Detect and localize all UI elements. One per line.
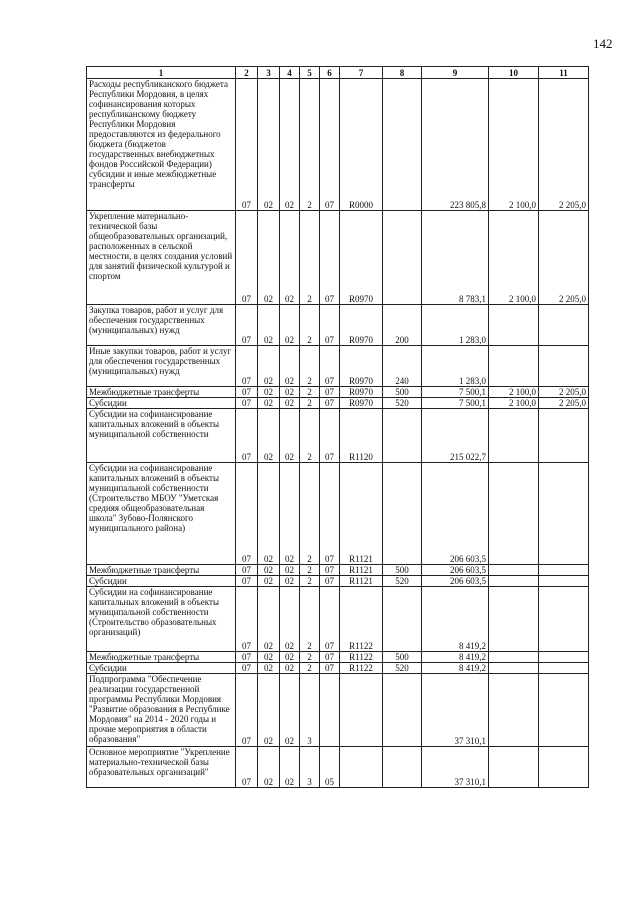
code-event: 07 — [320, 652, 340, 663]
code-direction: R1121 — [340, 565, 383, 576]
code-subprogram: 2 — [300, 463, 320, 565]
code-program: 02 — [280, 398, 300, 409]
code-subsection: 02 — [258, 398, 280, 409]
expense-type: 500 — [383, 652, 422, 663]
code-direction: R0000 — [340, 79, 383, 211]
amount-year-3 — [539, 674, 589, 747]
code-subsection: 02 — [258, 346, 280, 387]
code-direction — [340, 747, 383, 788]
amount-year-3 — [539, 652, 589, 663]
code-event: 07 — [320, 663, 340, 674]
amount-year-1: 206 603,5 — [422, 576, 489, 587]
amount-year-3 — [539, 463, 589, 565]
table-row — [87, 747, 589, 788]
amount-year-2: 2 100,0 — [489, 79, 539, 211]
code-event: 05 — [320, 747, 340, 788]
amount-year-1: 7 500,1 — [422, 398, 489, 409]
amount-year-2 — [489, 346, 539, 387]
column-header: 2 — [236, 67, 258, 79]
code-program: 02 — [280, 674, 300, 747]
code-subprogram: 2 — [300, 587, 320, 652]
code-section: 07 — [236, 565, 258, 576]
code-program: 02 — [280, 747, 300, 788]
expense-type — [383, 674, 422, 747]
code-program: 02 — [280, 463, 300, 565]
code-direction — [340, 674, 383, 747]
column-header: 9 — [422, 67, 489, 79]
code-section: 07 — [236, 79, 258, 211]
column-header: 10 — [489, 67, 539, 79]
amount-year-2 — [489, 576, 539, 587]
page-number: 142 — [593, 36, 613, 51]
code-section: 07 — [236, 576, 258, 587]
code-subprogram: 2 — [300, 409, 320, 463]
column-header: 3 — [258, 67, 280, 79]
table-row — [87, 346, 589, 387]
code-section: 07 — [236, 463, 258, 565]
amount-year-2 — [489, 409, 539, 463]
amount-year-3 — [539, 663, 589, 674]
code-subprogram: 2 — [300, 305, 320, 346]
column-header: 4 — [280, 67, 300, 79]
amount-year-2: 2 100,0 — [489, 211, 539, 305]
amount-year-2 — [489, 663, 539, 674]
expense-type — [383, 211, 422, 305]
code-subsection: 02 — [258, 587, 280, 652]
item-description: Межбюджетные трансферты — [87, 565, 236, 576]
code-subprogram: 2 — [300, 576, 320, 587]
column-header: 8 — [383, 67, 422, 79]
code-subprogram: 2 — [300, 79, 320, 211]
code-subprogram: 2 — [300, 398, 320, 409]
code-event: 07 — [320, 211, 340, 305]
code-direction: R0970 — [340, 211, 383, 305]
code-section: 07 — [236, 674, 258, 747]
column-header: 11 — [539, 67, 589, 79]
code-direction: R0970 — [340, 346, 383, 387]
code-event: 07 — [320, 409, 340, 463]
code-section: 07 — [236, 398, 258, 409]
item-description: Основное мероприятие "Укрепление материально-технической базы образовательных организаций" — [87, 747, 236, 788]
code-subsection: 02 — [258, 652, 280, 663]
amount-year-3: 2 205,0 — [539, 398, 589, 409]
code-event: 07 — [320, 565, 340, 576]
code-direction: R1121 — [340, 576, 383, 587]
table-row — [87, 305, 589, 346]
code-section: 07 — [236, 663, 258, 674]
amount-year-3 — [539, 346, 589, 387]
code-section: 07 — [236, 652, 258, 663]
code-subprogram: 2 — [300, 565, 320, 576]
amount-year-3: 2 205,0 — [539, 387, 589, 398]
code-subprogram: 2 — [300, 663, 320, 674]
expense-type: 500 — [383, 387, 422, 398]
table-row — [87, 398, 589, 409]
amount-year-1: 8 419,2 — [422, 587, 489, 652]
amount-year-2 — [489, 305, 539, 346]
expense-type: 500 — [383, 565, 422, 576]
code-direction: R1121 — [340, 463, 383, 565]
code-section: 07 — [236, 409, 258, 463]
table-row — [87, 463, 589, 565]
code-program: 02 — [280, 211, 300, 305]
item-description: Субсидии на софинансирование капитальных вложений в объекты муниципальной собственности (Строительство МБОУ "Уметская средняя общеобразовательная школа" Зубово-Полянского муниципального района) — [87, 463, 236, 565]
code-program: 02 — [280, 652, 300, 663]
code-event: 07 — [320, 587, 340, 652]
code-section: 07 — [236, 305, 258, 346]
amount-year-2 — [489, 587, 539, 652]
code-subsection: 02 — [258, 79, 280, 211]
amount-year-3 — [539, 576, 589, 587]
amount-year-1: 1 283,0 — [422, 346, 489, 387]
amount-year-1: 206 603,5 — [422, 463, 489, 565]
table-row — [87, 387, 589, 398]
code-direction: R1122 — [340, 663, 383, 674]
table-row — [87, 652, 589, 663]
code-subprogram: 3 — [300, 674, 320, 747]
amount-year-3 — [539, 565, 589, 576]
amount-year-3 — [539, 747, 589, 788]
code-direction: R1122 — [340, 587, 383, 652]
amount-year-2: 2 100,0 — [489, 387, 539, 398]
amount-year-1: 1 283,0 — [422, 305, 489, 346]
amount-year-1: 37 310,1 — [422, 674, 489, 747]
amount-year-3 — [539, 305, 589, 346]
amount-year-2 — [489, 463, 539, 565]
table-row — [87, 79, 589, 211]
code-event — [320, 674, 340, 747]
code-subsection: 02 — [258, 211, 280, 305]
item-description: Межбюджетные трансферты — [87, 652, 236, 663]
amount-year-2: 2 100,0 — [489, 398, 539, 409]
table-row — [87, 409, 589, 463]
code-subprogram: 3 — [300, 747, 320, 788]
table-row — [87, 587, 589, 652]
item-description: Субсидии на софинансирование капитальных вложений в объекты муниципальной собственности — [87, 409, 236, 463]
amount-year-3: 2 205,0 — [539, 211, 589, 305]
column-header: 1 — [87, 67, 236, 79]
code-event: 07 — [320, 305, 340, 346]
code-program: 02 — [280, 409, 300, 463]
code-section: 07 — [236, 211, 258, 305]
code-program: 02 — [280, 565, 300, 576]
code-program: 02 — [280, 576, 300, 587]
code-section: 07 — [236, 747, 258, 788]
item-description: Расходы республиканского бюджета Республики Мордовия, в целях софинансирования которых республиканскому бюджету Республики Мордовия предоставляются из федерального бюджета (бюджетов государственных внебюджетных фондов Российской Федерации) субсидии и иные межбюджетные трансферты — [87, 79, 236, 211]
expense-type: 200 — [383, 305, 422, 346]
code-subprogram: 2 — [300, 211, 320, 305]
code-subsection: 02 — [258, 576, 280, 587]
expense-type: 520 — [383, 398, 422, 409]
code-subsection: 02 — [258, 663, 280, 674]
amount-year-3 — [539, 587, 589, 652]
code-event: 07 — [320, 398, 340, 409]
amount-year-1: 37 310,1 — [422, 747, 489, 788]
code-event: 07 — [320, 346, 340, 387]
amount-year-1: 215 022,7 — [422, 409, 489, 463]
code-subsection: 02 — [258, 409, 280, 463]
item-description: Субсидии на софинансирование капитальных вложений в объекты муниципальной собственности (Строительство образовательных организаций) — [87, 587, 236, 652]
code-subprogram: 2 — [300, 387, 320, 398]
amount-year-2 — [489, 652, 539, 663]
code-direction: R0970 — [340, 398, 383, 409]
code-section: 07 — [236, 346, 258, 387]
amount-year-1: 206 603,5 — [422, 565, 489, 576]
code-section: 07 — [236, 387, 258, 398]
expense-type — [383, 747, 422, 788]
header-row — [87, 67, 589, 79]
item-description: Субсидии — [87, 663, 236, 674]
amount-year-1: 7 500,1 — [422, 387, 489, 398]
code-program: 02 — [280, 663, 300, 674]
code-program: 02 — [280, 587, 300, 652]
code-event: 07 — [320, 387, 340, 398]
code-subsection: 02 — [258, 747, 280, 788]
item-description: Подпрограмма "Обеспечение реализации государственной программы Республики Мордовия "Развитие образования в Республике Мордовия" на 2014 - 2020 годы и прочие мероприятия в области образования" — [87, 674, 236, 747]
code-program: 02 — [280, 387, 300, 398]
expense-type — [383, 409, 422, 463]
amount-year-1: 8 419,2 — [422, 663, 489, 674]
item-description: Иные закупки товаров, работ и услуг для обеспечения государственных (муниципальных) нужд — [87, 346, 236, 387]
code-program: 02 — [280, 305, 300, 346]
table-row — [87, 663, 589, 674]
code-program: 02 — [280, 79, 300, 211]
expense-type: 520 — [383, 663, 422, 674]
table-row — [87, 674, 589, 747]
amount-year-2 — [489, 674, 539, 747]
amount-year-1: 8 783,1 — [422, 211, 489, 305]
code-direction: R0970 — [340, 305, 383, 346]
code-subprogram: 2 — [300, 652, 320, 663]
code-event: 07 — [320, 79, 340, 211]
code-direction: R0970 — [340, 387, 383, 398]
code-subsection: 02 — [258, 463, 280, 565]
code-direction: R1120 — [340, 409, 383, 463]
amount-year-2 — [489, 747, 539, 788]
code-event: 07 — [320, 576, 340, 587]
code-subsection: 02 — [258, 674, 280, 747]
code-program: 02 — [280, 346, 300, 387]
column-header: 7 — [340, 67, 383, 79]
expense-type — [383, 79, 422, 211]
item-description: Межбюджетные трансферты — [87, 387, 236, 398]
item-description: Субсидии — [87, 398, 236, 409]
item-description: Закупка товаров, работ и услуг для обеспечения государственных (муниципальных) нужд — [87, 305, 236, 346]
code-subsection: 02 — [258, 387, 280, 398]
code-subprogram: 2 — [300, 346, 320, 387]
code-section: 07 — [236, 587, 258, 652]
table-row — [87, 211, 589, 305]
expense-type — [383, 587, 422, 652]
code-subsection: 02 — [258, 565, 280, 576]
code-subsection: 02 — [258, 305, 280, 346]
code-direction: R1122 — [340, 652, 383, 663]
amount-year-1: 223 805,8 — [422, 79, 489, 211]
column-header: 6 — [320, 67, 340, 79]
budget-table — [86, 66, 589, 788]
column-header: 5 — [300, 67, 320, 79]
expense-type: 520 — [383, 576, 422, 587]
expense-type — [383, 463, 422, 565]
table-row — [87, 576, 589, 587]
amount-year-3: 2 205,0 — [539, 79, 589, 211]
amount-year-2 — [489, 565, 539, 576]
item-description: Укрепление материально-технической базы общеобразовательных организаций, расположенных в сельской местности, в целях создания условий для занятий физической культурой и спортом — [87, 211, 236, 305]
item-description: Субсидии — [87, 576, 236, 587]
table-row — [87, 565, 589, 576]
expense-type: 240 — [383, 346, 422, 387]
code-event: 07 — [320, 463, 340, 565]
amount-year-3 — [539, 409, 589, 463]
amount-year-1: 8 419,2 — [422, 652, 489, 663]
